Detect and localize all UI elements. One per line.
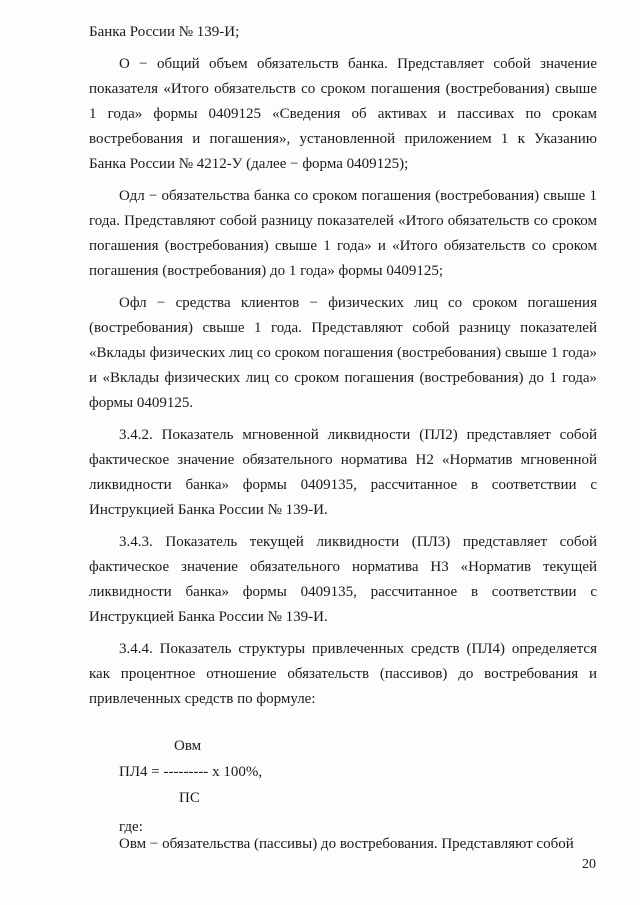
formula-numerator: Овм	[174, 738, 202, 754]
paragraph-3-4-3: 3.4.3. Показатель текущей ликвидности (ПЛ3) представляет собой фактическое значение обязательного норматива Н3 «Норматив текущей ликвидности банка» формы 0409135, рассчитанное в соответствии с Инструкцией Банка России № 139-И.	[89, 534, 597, 625]
paragraph-ovm-definition: Овм − обязательства (пассивы) до востребования. Представляют собой	[119, 836, 574, 852]
page-number: 20	[582, 857, 596, 872]
paragraph-odl-definition: Одл − обязательства банка со сроком погашения (востребования) свыше 1 года. Представляют собой разницу показателей «Итого обязательств со сроком погашения (востребования) свыше 1 года» и «Итого обязательств со сроком погашения (востребования) до 1 года» формы 0409125;	[89, 188, 597, 279]
formula-line: ПЛ4 = --------- х 100%,	[119, 764, 263, 780]
paragraph-o-definition: О − общий объем обязательств банка. Представляет собой значение показателя «Итого обязательств со сроком погашения (востребования) свыше 1 года» формы 0409125 «Сведения об активах и пассивах по срокам востребования и погашения», установленной приложением 1 к Указанию Банка России № 4212-У (далее − форма 0409125);	[89, 56, 597, 172]
body-text	[89, 20, 597, 712]
paragraph-continuation: Банка России № 139-И;	[89, 24, 240, 40]
paragraph-3-4-2: 3.4.2. Показатель мгновенной ликвидности (ПЛ2) представляет собой фактическое значение обязательного норматива Н2 «Норматив мгновенной ликвидности банка» формы 0409135, рассчитанное в соответствии с Инструкцией Банка России № 139-И.	[89, 427, 597, 518]
paragraph-ofl-definition: Офл − средства клиентов − физических лиц со сроком погашения (востребования) свыше 1 года. Представляют собой разницу показателей «Вклады физических лиц со сроком погашения (востребования) свыше 1 года» и «Вклады физических лиц со сроком погашения (востребования) до 1 года» формы 0409125.	[89, 295, 597, 411]
where-label: где:	[119, 819, 143, 835]
last-line-block	[119, 832, 615, 857]
formula-denominator: ПС	[179, 790, 200, 806]
paragraph-3-4-4: 3.4.4. Показатель структуры привлеченных средств (ПЛ4) определяется как процентное отношение обязательств (пассивов) до востребования и привлеченных средств по формуле:	[89, 641, 597, 707]
